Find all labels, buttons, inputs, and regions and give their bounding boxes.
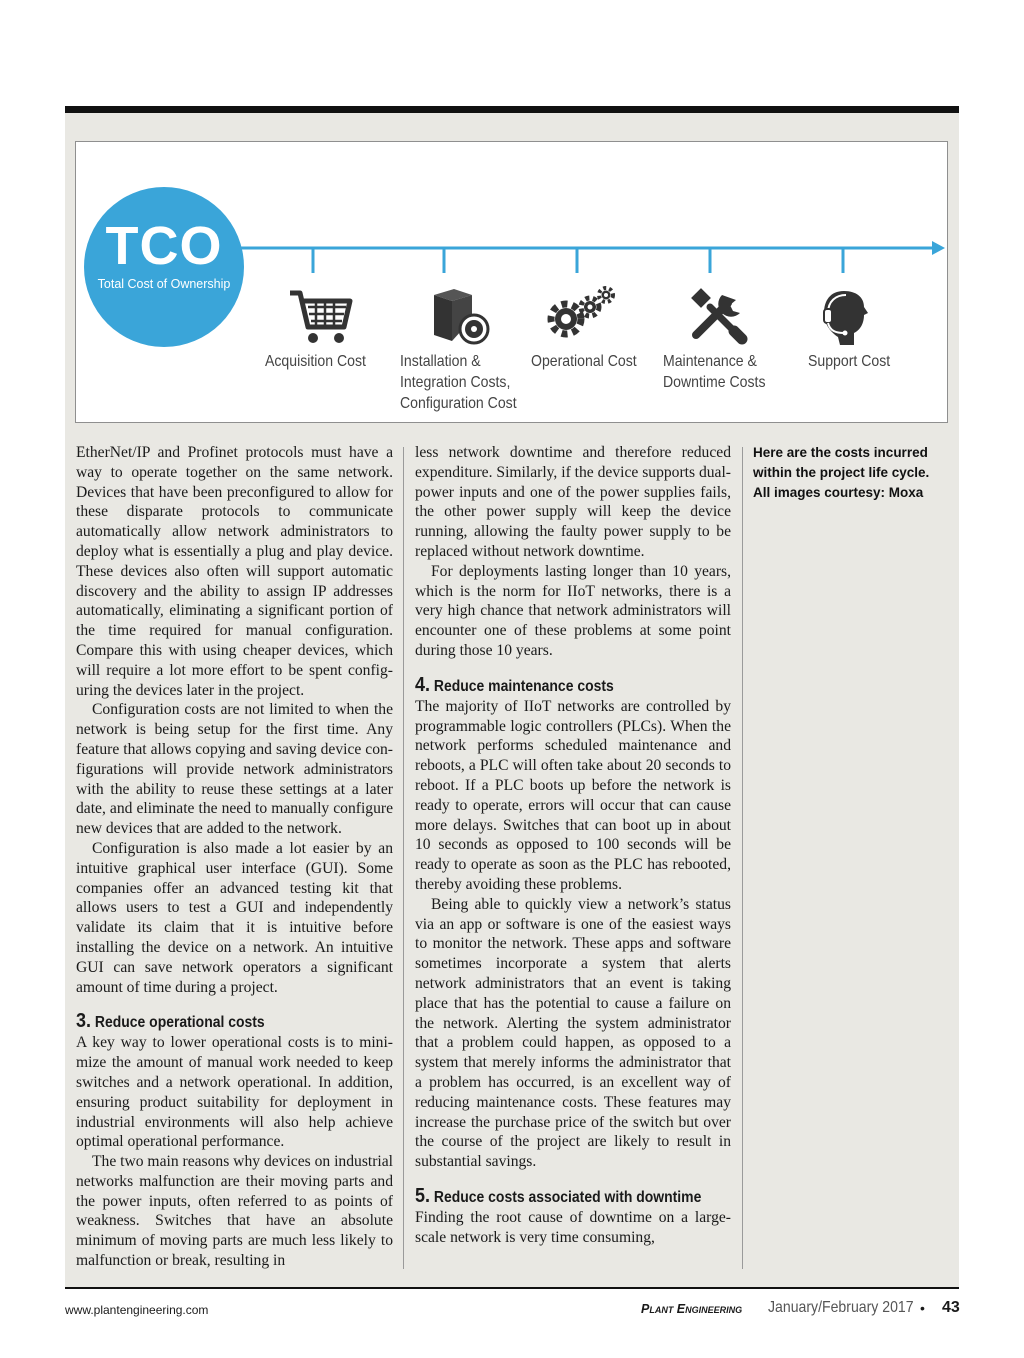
paragraph: Configuration is also made a lot easier by an intuitive graphical user interface (GUI). Some companies offer an advanced testing kit that allows users to test a GUI and independently validate its claim that it is intuitive before installing the device on a network. An intuitive GUI can save network operators a significant amount of time during a project. — [76, 839, 393, 996]
timeline-arrowhead — [932, 241, 945, 255]
section-title: Reduce costs associated with downtime — [433, 1188, 702, 1206]
bottom-rule — [65, 1287, 959, 1289]
column-divider — [742, 447, 743, 1269]
section-number: 3. — [76, 1010, 92, 1033]
stage-label-acquisition — [265, 351, 366, 372]
wrench-screwdriver-icon — [688, 287, 748, 347]
section-number: 5. — [415, 1184, 431, 1207]
section-heading-3 — [76, 1011, 361, 1033]
section-number: 4. — [415, 673, 431, 696]
top-rule — [65, 106, 959, 113]
shopping-cart-icon — [288, 287, 356, 347]
section-heading-5 — [415, 1184, 702, 1208]
article-column-1 — [76, 443, 393, 1271]
paragraph: The majority of IIoT networks are controlled by programmable logic controllers (PLCs). When the network performs scheduled maintenance and reboots, a PLC will often take about 20 seconds to reboot. If a PLC boots up before the network is ready to operate, errors will occur that can cause more delays. Switches that can boot up in about 10 seconds as opposed to 100 seconds will be ready to operate as soon as the PLC has rebooted, thereby avoiding these problems. — [415, 697, 731, 893]
footer-magazine: Plant Engineering — [641, 1302, 743, 1316]
footer-date: January/February 2017 — [768, 1299, 914, 1316]
stage-label-line: Configuration Cost — [400, 395, 517, 412]
section-heading-4 — [415, 675, 699, 697]
stage-label-maintenance — [663, 351, 766, 393]
paragraph: Configuration costs are not limited to when the network is being setup for the first time. Any feature that allows copying and saving device configurations will provide network administrators with the ability to reuse these settings at a later date, and eliminate the need to manually configure new devices that are added to the network. — [76, 701, 393, 838]
stage-label-line: Installation & — [400, 353, 481, 370]
paragraph: The two main reasons why devices on industrial networks malfunction are their moving parts and the power inputs, often referred to as points of weakness. Switches that have an absolute minimum of moving parts are much less likely to malfunction or break, resulting in — [76, 1153, 393, 1270]
page-number: 43 — [942, 1299, 960, 1316]
paragraph: EtherNet/IP and Profinet protocols must have a way to operate together on the same network. Devices that have been preconfigured to allow for these disparate protocols to communicate automatically allow network administrators to deploy what is essentially a plug and play device. These devices also often will support automatic discovery and the ability to assign IP addresses automatically, eliminating a significant portion of the time required for manual configuration. Compare this with using cheaper devices, which will require a lot more effort to be spent configuring the devices later in the project. — [76, 444, 393, 699]
tco-subtitle: Total Cost of Ownership — [97, 277, 231, 291]
paragraph: Being able to quickly view a network’s status via an app or software is one of the easiest ways to monitor the network. These apps and software sometimes incorporate a system that alerts network administrators that an event is taking place that has the potential to cause a failure on the network. Alerting the system administrator that a problem could happen, as opposed to a system that merely informs the administrator that a problem has occurred, is an excellent way of reducing maintenance costs. These features may increase the purchase price of the switch but over the course of the project are likely to result in substantial savings. — [415, 895, 731, 1171]
figure-caption — [753, 443, 949, 503]
footer-url[interactable]: www.plantengineering.com — [65, 1303, 209, 1317]
section-title: Reduce maintenance costs — [433, 677, 614, 695]
paragraph: Finding the root cause of downtime on a large-scale network is very time consuming, — [415, 1208, 731, 1246]
stage-label-line: Integration Costs, — [400, 374, 511, 391]
gears-icon — [540, 285, 620, 347]
stage-label-installation — [400, 351, 517, 414]
section-title: Reduce operational costs — [94, 1014, 265, 1032]
footer-separator: • — [920, 1300, 925, 1316]
stage-label-line: Operational Cost — [531, 353, 637, 370]
stage-label-line: Downtime Costs — [663, 374, 766, 391]
tco-title: TCO — [105, 216, 223, 276]
caption-line: Here are the costs incurred — [753, 445, 928, 460]
article-column-2 — [415, 443, 731, 1247]
caption-line: All images courtesy: Moxa — [753, 485, 924, 500]
stage-label-operational — [531, 351, 637, 372]
paragraph: For deployments lasting longer than 10 years, which is the norm for IIoT networks, there is a very high chance that network administrators will encounter one of these problems at some point during those 10 years. — [415, 562, 731, 659]
caption-line: within the project life cycle. — [753, 465, 930, 480]
stage-label-support — [808, 351, 890, 372]
stage-label-line: Maintenance & — [663, 353, 757, 370]
tco-badge — [84, 187, 244, 347]
paragraph: A key way to lower operational costs is to minimize the amount of manual work needed to keep switches and a network operational. In addition, ensuring product suitability for deployment in industrial environments will also help achieve optimal operational performance. — [76, 1034, 393, 1151]
stage-label-line: Acquisition Cost — [265, 353, 366, 370]
paragraph: less network downtime and therefore reduced expenditure. Similarly, if the device supports dual-power inputs and one of the power supplies fails, the other power supply will keep the device running, allowing the faulty power supply to be replaced without network downtime. — [415, 444, 731, 560]
headset-icon — [818, 287, 870, 347]
box-disc-icon — [428, 285, 494, 345]
column-divider — [403, 447, 404, 1269]
stage-label-line: Support Cost — [808, 353, 891, 370]
tco-figure — [75, 141, 948, 423]
